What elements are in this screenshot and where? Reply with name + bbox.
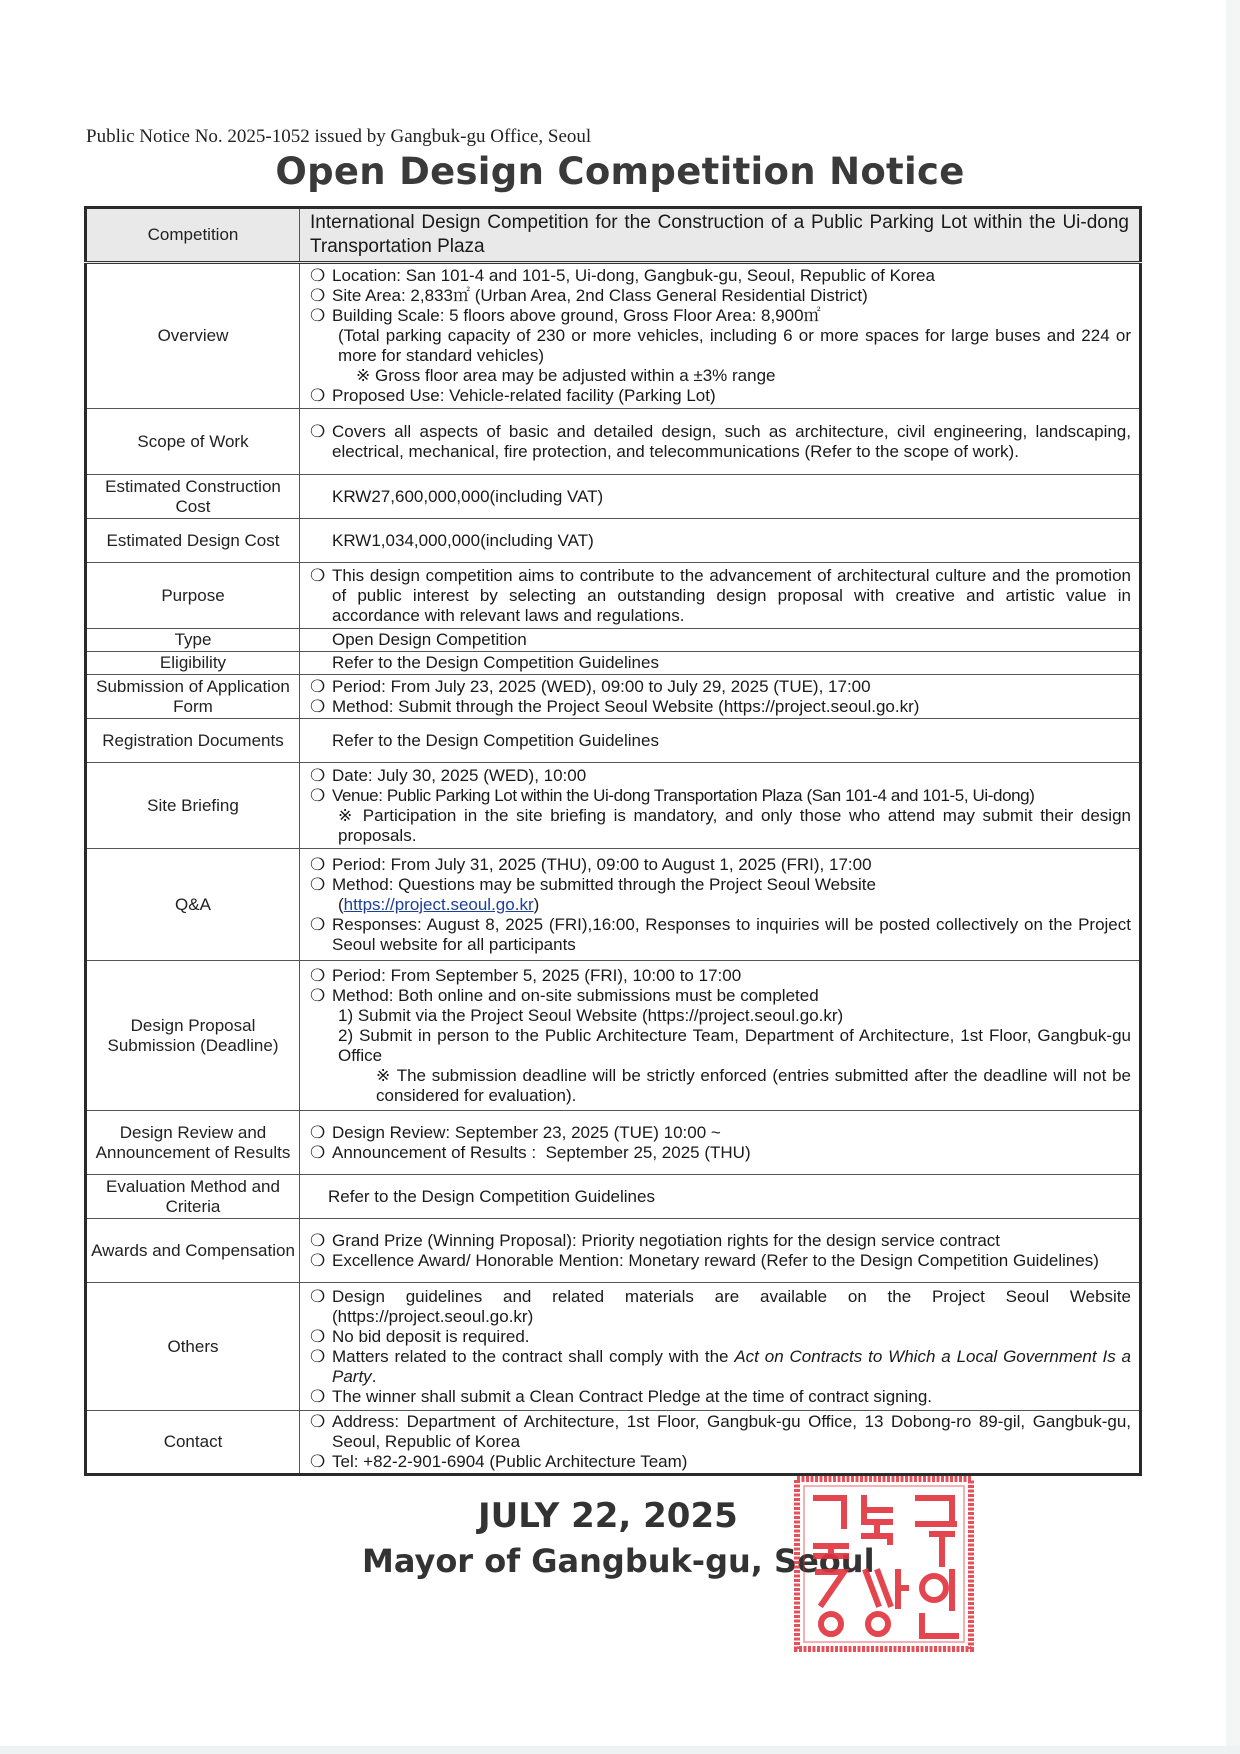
bullet-icon: ❍ bbox=[310, 1122, 326, 1142]
bullet-icon: ❍ bbox=[310, 985, 326, 1005]
proposal-online: 1) Submit via the Project Seoul Website (https://project.seoul.go.kr) bbox=[338, 1005, 844, 1025]
proposal-note: ※ The submission deadline will be strictly enforced (entries submitted after the deadline will not be considered for evaluation). bbox=[376, 1065, 1131, 1105]
overview-proposed-use: ❍ Proposed Use: Vehicle-related facility (Parking Lot) bbox=[310, 386, 716, 405]
notice-number: Public Notice No. 2025-1052 issued by Gangbuk-gu Office, Seoul bbox=[86, 126, 592, 147]
label-eligibility: Eligibility bbox=[86, 652, 300, 675]
row-awards bbox=[86, 1219, 1141, 1283]
label-scope: Scope of Work bbox=[86, 409, 300, 475]
bullet-icon: ❍ bbox=[310, 421, 326, 441]
label-competition: Competition bbox=[86, 208, 300, 263]
bullet-icon: ❍ bbox=[310, 765, 326, 785]
label-design-cost: Estimated Design Cost bbox=[86, 519, 300, 563]
project-seoul-link[interactable]: https://project.seoul.go.kr bbox=[343, 894, 534, 914]
label-type: Type bbox=[86, 629, 300, 652]
row-type bbox=[86, 629, 1141, 652]
row-proposal bbox=[86, 961, 1141, 1111]
label-others: Others bbox=[86, 1283, 300, 1411]
design-cost-value: KRW1,034,000,000(including VAT) bbox=[300, 519, 1141, 563]
purpose-content: ❍ This design competition aims to contribute to the advancement of architectural culture and the promotion of public interest by selecting an outstanding design proposal with creative and artistic value in accordance with relevant laws and regulations. bbox=[300, 563, 1141, 629]
bullet-icon: ❍ bbox=[310, 266, 326, 285]
bullet-icon: ❍ bbox=[310, 1346, 326, 1366]
bullet-icon: ❍ bbox=[310, 874, 326, 894]
label-qa: Q&A bbox=[86, 849, 300, 961]
page-title: Open Design Competition Notice bbox=[275, 150, 965, 193]
bullet-icon: ❍ bbox=[310, 1286, 326, 1306]
competition-title: International Design Competition for the Construction of a Public Parking Lot within the Ui-dong Transportation Plaza bbox=[300, 208, 1141, 263]
row-evaluation bbox=[86, 1175, 1141, 1219]
label-overview: Overview bbox=[86, 263, 300, 409]
overview-building-scale: ❍ Building Scale: 5 floors above ground, Gross Floor Area: 8,900㎡ bbox=[310, 306, 821, 325]
bullet-icon: ❍ bbox=[310, 1452, 326, 1471]
bullet-icon: ❍ bbox=[310, 286, 326, 305]
bullet-icon: ❍ bbox=[310, 785, 326, 805]
row-others bbox=[86, 1283, 1141, 1411]
label-contact: Contact bbox=[86, 1411, 300, 1475]
label-registration: Registration Documents bbox=[86, 719, 300, 763]
bullet-icon: ❍ bbox=[310, 1230, 326, 1250]
review-content: ❍ Design Review: September 23, 2025 (TUE) 10:00 ~ ❍ Announcement of Results : September 25, 2025 (THU) bbox=[300, 1111, 1141, 1175]
contact-content: ❍ Address: Department of Architecture, 1st Floor, Gangbuk-gu Office, 13 Dobong-ro 89-gil, Gangbuk-gu, Seoul, Republic of Korea ❍ Tel: +82-2-901-6904 (Public Architecture Team) bbox=[300, 1411, 1141, 1475]
evaluation-value: Refer to the Design Competition Guidelines bbox=[300, 1175, 1141, 1219]
notice-table bbox=[84, 206, 1142, 1476]
label-proposal: Design Proposal Submission (Deadline) bbox=[86, 961, 300, 1111]
bullet-icon: ❍ bbox=[310, 1412, 326, 1431]
overview-location: ❍ Location: San 101-4 and 101-5, Ui-dong, Gangbuk-gu, Seoul, Republic of Korea bbox=[310, 266, 935, 285]
row-qa bbox=[86, 849, 1141, 961]
bullet-icon: ❍ bbox=[310, 1250, 326, 1270]
label-evaluation: Evaluation Method and Criteria bbox=[86, 1175, 300, 1219]
bullet-icon: ❍ bbox=[310, 854, 326, 874]
bullet-icon: ❍ bbox=[310, 676, 326, 696]
label-purpose: Purpose bbox=[86, 563, 300, 629]
notice-date: JULY 22, 2025 bbox=[478, 1496, 738, 1536]
bullet-icon: ❍ bbox=[310, 386, 326, 405]
label-construction-cost: Estimated Construction Cost bbox=[86, 475, 300, 519]
type-value: Open Design Competition bbox=[300, 629, 1141, 652]
awards-content: ❍ Grand Prize (Winning Proposal): Priority negotiation rights for the design service contract ❍ Excellence Award/ Honorable Mention: Monetary reward (Refer to the Design Competition Guidelines) bbox=[300, 1219, 1141, 1283]
row-review bbox=[86, 1111, 1141, 1175]
label-review: Design Review and Announcement of Results bbox=[86, 1111, 300, 1175]
bullet-icon: ❍ bbox=[310, 565, 326, 585]
others-content: ❍ Design guidelines and related materials are available on the Project Seoul Website (https://project.seoul.go.kr) ❍ No bid deposit is required. ❍ Matters related to the contract shall comply with the Act on Contracts to Which a Local Government Is a Party. ❍ The winner shall submit a Clean Contract Pledge at the time of contract signing. bbox=[300, 1283, 1141, 1411]
scope-content: ❍ Covers all aspects of basic and detailed design, such as architecture, civil engineering, landscaping, electrical, mechanical, fire protection, and telecommunications (Refer to the scope of work). bbox=[300, 409, 1141, 475]
overview-content bbox=[300, 263, 1141, 409]
row-design-cost bbox=[86, 519, 1141, 563]
label-site-briefing: Site Briefing bbox=[86, 763, 300, 849]
overview-parking-capacity: (Total parking capacity of 230 or more vehicles, including 6 or more spaces for large buses and 224 or more for standard vehicles) bbox=[338, 326, 1131, 365]
row-purpose bbox=[86, 563, 1141, 629]
overview-note: ※ Gross floor area may be adjusted within a ±3% range bbox=[356, 366, 776, 385]
page-edge bbox=[1226, 0, 1240, 1754]
application-content: ❍ Period: From July 23, 2025 (WED), 09:00 to July 29, 2025 (TUE), 17:00 ❍ Method: Submit through the Project Seoul Website (https://project.seoul.go.kr) bbox=[300, 675, 1141, 719]
row-application bbox=[86, 675, 1141, 719]
qa-content: ❍ Period: From July 31, 2025 (THU), 09:00 to August 1, 2025 (FRI), 17:00 ❍ Method: Questions may be submitted through the Project Seoul Website (https://project.seoul.go.kr) ❍ Responses: August 8, 2025 (FRI),16:00, Responses to inquiries will be posted collectively on the Project Seoul website for all participants bbox=[300, 849, 1141, 961]
bullet-icon: ❍ bbox=[310, 1142, 326, 1162]
label-awards: Awards and Compensation bbox=[86, 1219, 300, 1283]
row-eligibility bbox=[86, 652, 1141, 675]
row-site-briefing bbox=[86, 763, 1141, 849]
overview-site-area: ❍ Site Area: 2,833㎡ (Urban Area, 2nd Class General Residential District) bbox=[310, 286, 868, 305]
row-overview bbox=[86, 263, 1141, 409]
row-contact bbox=[86, 1411, 1141, 1475]
proposal-content: ❍ Period: From September 5, 2025 (FRI), 10:00 to 17:00 ❍ Method: Both online and on-site submissions must be completed 1) Submit via the Project Seoul Website (https://project.seoul.go.kr) 2) Submit in person to the Public Architecture Team, Department of Architecture, 1st Floor, Gangbuk-gu Office ※ The submission deadline will be strictly enforced (entries submitted after the deadline will not be considered for evaluation). bbox=[300, 961, 1141, 1111]
page-bottom-edge bbox=[0, 1746, 1240, 1754]
bullet-icon: ❍ bbox=[310, 965, 326, 985]
bullet-icon: ❍ bbox=[310, 914, 326, 934]
proposal-in-person: 2) Submit in person to the Public Architecture Team, Department of Architecture, 1st Floor, Gangbuk-gu Office bbox=[338, 1025, 1131, 1065]
bullet-icon: ❍ bbox=[310, 696, 326, 716]
signatory: Mayor of Gangbuk-gu, Seoul bbox=[362, 1542, 875, 1580]
eligibility-value: Refer to the Design Competition Guidelines bbox=[300, 652, 1141, 675]
qa-link-line: (https://project.seoul.go.kr) bbox=[338, 894, 540, 914]
site-briefing-content: ❍ Date: July 30, 2025 (WED), 10:00 ❍ Venue: Public Parking Lot within the Ui-dong Transportation Plaza (San 101-4 and 101-5, Ui-dong) ※ Participation in the site briefing is mandatory, and only those who attend may submit their design proposals. bbox=[300, 763, 1141, 849]
bullet-icon: ❍ bbox=[310, 306, 326, 325]
site-briefing-note: ※ Participation in the site briefing is mandatory, and only those who attend may submit their design proposals. bbox=[338, 805, 1131, 845]
row-construction-cost bbox=[86, 475, 1141, 519]
bullet-icon: ❍ bbox=[310, 1326, 326, 1346]
label-application: Submission of Application Form bbox=[86, 675, 300, 719]
row-competition bbox=[86, 208, 1141, 263]
registration-value: Refer to the Design Competition Guidelines bbox=[300, 719, 1141, 763]
row-scope bbox=[86, 409, 1141, 475]
official-seal-icon bbox=[794, 1476, 974, 1652]
row-registration bbox=[86, 719, 1141, 763]
construction-cost-value: KRW27,600,000,000(including VAT) bbox=[300, 475, 1141, 519]
bullet-icon: ❍ bbox=[310, 1386, 326, 1406]
